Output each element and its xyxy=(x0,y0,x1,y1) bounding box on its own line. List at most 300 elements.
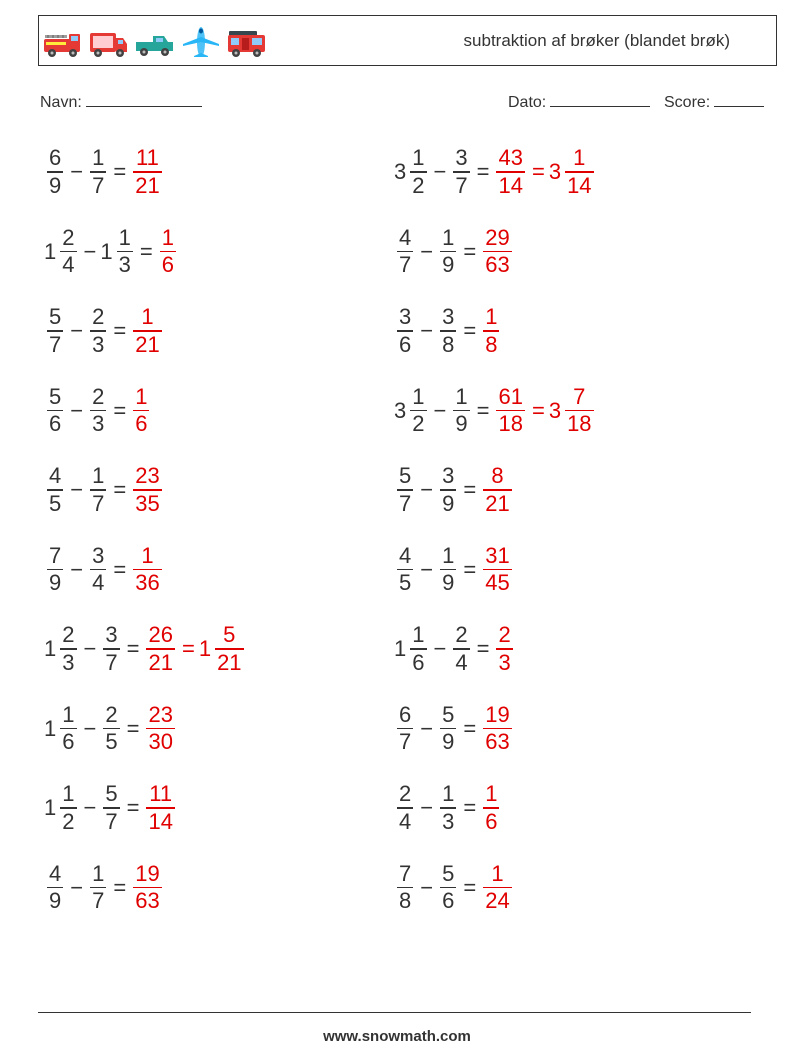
fraction xyxy=(397,463,413,517)
fraction xyxy=(133,384,149,438)
score-label: Score: xyxy=(664,94,711,111)
minus-sign: − xyxy=(433,636,447,661)
numerator: 2 xyxy=(498,622,511,648)
equals-sign: = xyxy=(463,477,477,502)
fraction xyxy=(453,622,469,676)
problem-item xyxy=(44,460,165,520)
minus-sign: − xyxy=(420,874,434,900)
answer-fraction xyxy=(480,463,514,517)
whole-number: 3 xyxy=(394,159,407,184)
answer-fraction xyxy=(493,145,527,199)
equals-sign: = xyxy=(463,318,477,343)
whole-number: 3 xyxy=(394,397,407,423)
equals-sign: = xyxy=(126,636,140,661)
numerator: 1 xyxy=(118,224,131,250)
fraction xyxy=(440,861,456,915)
denominator: 4 xyxy=(399,808,412,834)
red-truck-icon xyxy=(89,25,129,59)
fraction xyxy=(483,543,511,597)
answer xyxy=(143,781,177,835)
numerator: 5 xyxy=(105,781,118,807)
answer-fraction xyxy=(130,384,152,438)
whole-number: 1 xyxy=(394,636,407,661)
fraction xyxy=(47,304,63,358)
problem-item xyxy=(44,222,179,282)
answer-fraction xyxy=(143,781,177,835)
denominator: 8 xyxy=(399,888,412,914)
fraction xyxy=(60,622,76,676)
fraction xyxy=(440,781,456,835)
numerator: 5 xyxy=(223,622,236,648)
second-operand xyxy=(450,145,472,199)
denominator: 21 xyxy=(485,490,510,516)
fraction xyxy=(440,225,456,279)
first-operand xyxy=(44,463,66,517)
answer-fraction xyxy=(130,463,164,517)
second-operand xyxy=(87,463,109,517)
minus-sign: − xyxy=(83,238,97,264)
numerator: 6 xyxy=(49,145,62,171)
fraction xyxy=(397,781,413,835)
fraction xyxy=(60,781,76,835)
problem-item xyxy=(44,699,178,759)
minus-sign: − xyxy=(420,715,434,741)
problem-item xyxy=(44,381,152,441)
numerator: 1 xyxy=(485,781,498,807)
fraction xyxy=(60,225,76,279)
denominator: 6 xyxy=(442,888,455,914)
equals-sign: = xyxy=(113,556,127,582)
problem-item xyxy=(394,619,516,679)
numerator: 3 xyxy=(442,463,455,489)
first-operand xyxy=(394,384,430,438)
numerator: 1 xyxy=(573,145,586,171)
denominator: 3 xyxy=(442,808,455,834)
fraction xyxy=(215,622,243,676)
numerator: 2 xyxy=(62,224,75,250)
numerator: 2 xyxy=(455,622,468,648)
fraction xyxy=(60,702,76,756)
first-operand xyxy=(394,145,430,199)
equals-sign: = xyxy=(463,874,477,900)
problem-item xyxy=(394,301,502,361)
name-label: Navn: xyxy=(40,94,82,111)
first-operand xyxy=(394,225,416,279)
second-operand xyxy=(437,861,459,915)
problem-item xyxy=(44,142,165,202)
answer-fraction xyxy=(480,702,514,756)
numerator: 3 xyxy=(442,304,455,330)
numerator: 1 xyxy=(92,145,105,171)
answer xyxy=(143,702,177,756)
denominator: 63 xyxy=(485,729,510,755)
fraction xyxy=(483,225,511,279)
fraction xyxy=(117,225,133,279)
denominator: 2 xyxy=(412,172,425,198)
denominator: 6 xyxy=(399,331,412,357)
worksheet-title: subtraktion af brøker (blandet brøk) xyxy=(463,31,730,50)
denominator: 7 xyxy=(105,649,118,675)
pickup-truck-icon xyxy=(135,25,175,59)
numerator: 3 xyxy=(105,622,118,648)
whole-number: 1 xyxy=(44,715,57,741)
answer-fraction xyxy=(143,702,177,756)
fraction xyxy=(410,384,426,438)
equals-sign: = xyxy=(476,397,490,423)
fraction xyxy=(397,304,413,358)
denominator: 18 xyxy=(567,411,592,437)
minus-sign: − xyxy=(420,556,434,582)
equals-sign: = xyxy=(113,397,127,423)
numerator: 1 xyxy=(135,383,148,409)
fraction xyxy=(483,463,511,517)
answer-equals-sign: = xyxy=(531,159,545,184)
fraction xyxy=(103,622,119,676)
first-operand xyxy=(44,304,66,358)
fraction xyxy=(440,463,456,517)
answer xyxy=(493,145,596,199)
denominator: 35 xyxy=(135,490,160,516)
denominator: 6 xyxy=(485,808,498,834)
answer xyxy=(130,861,164,915)
answer-fraction xyxy=(493,622,515,676)
minus-sign: − xyxy=(83,715,97,741)
numerator: 1 xyxy=(442,224,455,250)
fraction xyxy=(47,861,63,915)
denominator: 6 xyxy=(62,729,75,755)
fraction xyxy=(133,463,161,517)
first-operand xyxy=(44,702,80,756)
answer xyxy=(480,702,514,756)
minus-sign: − xyxy=(70,556,84,582)
fraction xyxy=(146,781,174,835)
second-operand xyxy=(100,225,136,279)
denominator: 9 xyxy=(442,252,455,278)
denominator: 7 xyxy=(105,808,118,834)
second-operand xyxy=(87,384,109,438)
whole-number: 1 xyxy=(44,636,57,661)
score-blank[interactable] xyxy=(714,92,764,107)
fraction xyxy=(483,861,511,915)
problem-item xyxy=(394,381,597,441)
numerator: 3 xyxy=(399,304,412,330)
answer xyxy=(157,225,179,279)
denominator: 8 xyxy=(442,331,455,357)
numerator: 8 xyxy=(491,463,504,489)
first-operand xyxy=(44,543,66,597)
minus-sign: − xyxy=(420,477,434,502)
denominator: 9 xyxy=(442,729,455,755)
fraction xyxy=(565,384,593,438)
denominator: 4 xyxy=(92,570,105,596)
numerator: 2 xyxy=(105,701,118,727)
fraction xyxy=(160,225,176,279)
denominator: 7 xyxy=(399,729,412,755)
denominator: 24 xyxy=(485,888,510,914)
answer xyxy=(480,861,514,915)
answer xyxy=(130,145,164,199)
numerator: 1 xyxy=(62,701,75,727)
problem-item xyxy=(44,858,165,918)
numerator: 1 xyxy=(455,383,468,409)
answer-fraction xyxy=(480,543,514,597)
second-operand xyxy=(100,702,122,756)
numerator: 6 xyxy=(399,701,412,727)
answer-fraction xyxy=(480,781,502,835)
first-operand xyxy=(394,781,416,835)
problem-item xyxy=(394,540,515,600)
first-operand xyxy=(394,304,416,358)
answer-fraction xyxy=(493,384,527,438)
numerator: 3 xyxy=(92,542,105,568)
denominator: 63 xyxy=(135,888,160,914)
denominator: 7 xyxy=(399,490,412,516)
fraction xyxy=(440,304,456,358)
fraction xyxy=(47,384,63,438)
numerator: 4 xyxy=(49,860,62,886)
numerator: 31 xyxy=(485,542,510,568)
answer-fraction xyxy=(130,543,164,597)
numerator: 1 xyxy=(161,224,174,250)
numerator: 2 xyxy=(92,304,105,330)
numerator: 1 xyxy=(62,781,75,807)
equals-sign: = xyxy=(113,477,127,502)
answer-fraction xyxy=(480,304,502,358)
minus-sign: − xyxy=(70,874,84,900)
second-operand xyxy=(100,622,122,676)
fraction xyxy=(496,145,524,199)
problem-item xyxy=(44,619,247,679)
answer-fraction xyxy=(157,225,179,279)
numerator: 7 xyxy=(573,383,586,409)
first-operand xyxy=(394,861,416,915)
numerator: 5 xyxy=(442,701,455,727)
equals-sign: = xyxy=(463,795,477,820)
problem-item xyxy=(44,301,165,361)
numerator: 3 xyxy=(455,145,468,171)
fraction xyxy=(483,304,499,358)
minus-sign: − xyxy=(70,318,84,343)
denominator: 7 xyxy=(92,888,105,914)
equals-sign: = xyxy=(139,238,153,264)
first-operand xyxy=(44,225,80,279)
denominator: 6 xyxy=(161,252,174,278)
denominator: 21 xyxy=(217,649,242,675)
second-operand xyxy=(437,463,459,517)
second-operand xyxy=(87,145,109,199)
answer xyxy=(493,384,596,438)
denominator: 14 xyxy=(567,172,592,198)
equals-sign: = xyxy=(113,318,127,343)
fraction xyxy=(90,543,106,597)
first-operand xyxy=(394,463,416,517)
denominator: 36 xyxy=(135,570,160,596)
numerator: 11 xyxy=(136,145,159,171)
numerator: 5 xyxy=(399,463,412,489)
numerator: 4 xyxy=(399,224,412,250)
fraction xyxy=(397,543,413,597)
numerator: 2 xyxy=(62,622,75,648)
numerator: 2 xyxy=(92,383,105,409)
second-operand xyxy=(437,225,459,279)
fraction xyxy=(483,702,511,756)
fire-truck-icon xyxy=(43,25,83,59)
answer-equals-sign: = xyxy=(531,397,545,423)
numerator: 23 xyxy=(135,463,160,489)
problem-item xyxy=(394,699,515,759)
denominator: 14 xyxy=(498,172,523,198)
answer xyxy=(130,463,164,517)
fraction xyxy=(47,145,63,199)
answer-fraction xyxy=(130,145,164,199)
problem-item xyxy=(44,540,165,600)
denominator: 14 xyxy=(148,808,173,834)
fraction xyxy=(103,781,119,835)
fraction xyxy=(496,384,524,438)
answer xyxy=(480,463,514,517)
second-operand xyxy=(87,543,109,597)
answer xyxy=(480,781,502,835)
first-operand xyxy=(44,622,80,676)
numerator: 1 xyxy=(141,542,154,568)
answer xyxy=(480,304,502,358)
minus-sign: − xyxy=(70,397,84,423)
score-field xyxy=(664,92,764,112)
fraction xyxy=(496,622,512,676)
fraction xyxy=(90,384,106,438)
numerator: 61 xyxy=(498,383,523,409)
minus-sign: − xyxy=(83,795,97,820)
numerator: 5 xyxy=(442,860,455,886)
numerator: 29 xyxy=(485,224,510,250)
equals-sign: = xyxy=(113,159,127,184)
whole-number: 1 xyxy=(44,238,57,264)
date-blank[interactable] xyxy=(550,92,650,107)
worksheet-header xyxy=(38,15,777,66)
fraction xyxy=(90,304,106,358)
fraction xyxy=(397,702,413,756)
numerator: 43 xyxy=(498,145,523,171)
minus-sign: − xyxy=(433,159,447,184)
numerator: 4 xyxy=(49,463,62,489)
equals-sign: = xyxy=(113,874,127,900)
fraction xyxy=(440,543,456,597)
second-operand xyxy=(437,304,459,358)
problem-item xyxy=(394,222,515,282)
denominator: 9 xyxy=(442,490,455,516)
minus-sign: − xyxy=(70,159,84,184)
denominator: 7 xyxy=(455,172,468,198)
fraction xyxy=(146,622,174,676)
equals-sign: = xyxy=(126,715,140,741)
answer xyxy=(143,622,246,676)
fraction xyxy=(453,145,469,199)
fraction xyxy=(133,543,161,597)
numerator: 11 xyxy=(149,781,173,807)
problem-item xyxy=(394,142,597,202)
whole-number: 3 xyxy=(548,159,562,184)
denominator: 7 xyxy=(399,252,412,278)
fraction xyxy=(133,145,161,199)
answer-fraction xyxy=(130,304,164,358)
first-operand xyxy=(394,622,430,676)
first-operand xyxy=(44,861,66,915)
fraction xyxy=(440,702,456,756)
problem-item xyxy=(394,778,502,838)
answer-fraction xyxy=(130,861,164,915)
numerator: 1 xyxy=(485,304,498,330)
minus-sign: − xyxy=(433,397,447,423)
minus-sign: − xyxy=(420,238,434,264)
airplane-icon xyxy=(181,25,221,59)
answer xyxy=(130,384,152,438)
whole-number: 1 xyxy=(100,238,113,264)
denominator: 9 xyxy=(49,888,62,914)
denominator: 2 xyxy=(62,808,75,834)
problem-item xyxy=(394,460,515,520)
minus-sign: − xyxy=(420,318,434,343)
answer-mixed-number xyxy=(199,622,247,676)
numerator: 1 xyxy=(442,781,455,807)
minus-sign: − xyxy=(83,636,97,661)
second-operand xyxy=(437,702,459,756)
fraction xyxy=(90,463,106,517)
first-operand xyxy=(44,781,80,835)
denominator: 9 xyxy=(455,411,468,437)
denominator: 63 xyxy=(485,252,510,278)
denominator: 3 xyxy=(92,331,105,357)
equals-sign: = xyxy=(476,159,490,184)
answer xyxy=(130,304,164,358)
denominator: 2 xyxy=(412,411,425,437)
denominator: 30 xyxy=(148,729,173,755)
equals-sign: = xyxy=(463,556,477,582)
minus-sign: − xyxy=(70,477,84,502)
denominator: 7 xyxy=(49,331,62,357)
numerator: 26 xyxy=(148,622,173,648)
second-operand xyxy=(437,781,459,835)
footer-divider xyxy=(38,1012,751,1013)
vehicle-icons xyxy=(43,24,267,60)
first-operand xyxy=(394,543,416,597)
numerator: 1 xyxy=(412,383,425,409)
name-blank[interactable] xyxy=(86,92,202,107)
numerator: 19 xyxy=(135,860,160,886)
whole-number: 3 xyxy=(548,397,562,423)
denominator: 6 xyxy=(49,411,62,437)
numerator: 23 xyxy=(148,701,173,727)
second-operand xyxy=(437,543,459,597)
numerator: 7 xyxy=(49,542,62,568)
minus-sign: − xyxy=(420,795,434,820)
numerator: 1 xyxy=(92,463,105,489)
denominator: 3 xyxy=(498,649,511,675)
numerator: 2 xyxy=(399,781,412,807)
numerator: 19 xyxy=(485,701,510,727)
fraction xyxy=(90,145,106,199)
denominator: 21 xyxy=(135,331,160,357)
fraction xyxy=(47,543,63,597)
denominator: 21 xyxy=(135,172,160,198)
denominator: 3 xyxy=(92,411,105,437)
first-operand xyxy=(44,384,66,438)
denominator: 9 xyxy=(49,570,62,596)
answer xyxy=(493,622,515,676)
fraction xyxy=(133,861,161,915)
denominator: 6 xyxy=(135,411,148,437)
denominator: 45 xyxy=(485,570,510,596)
problem-item xyxy=(44,778,178,838)
